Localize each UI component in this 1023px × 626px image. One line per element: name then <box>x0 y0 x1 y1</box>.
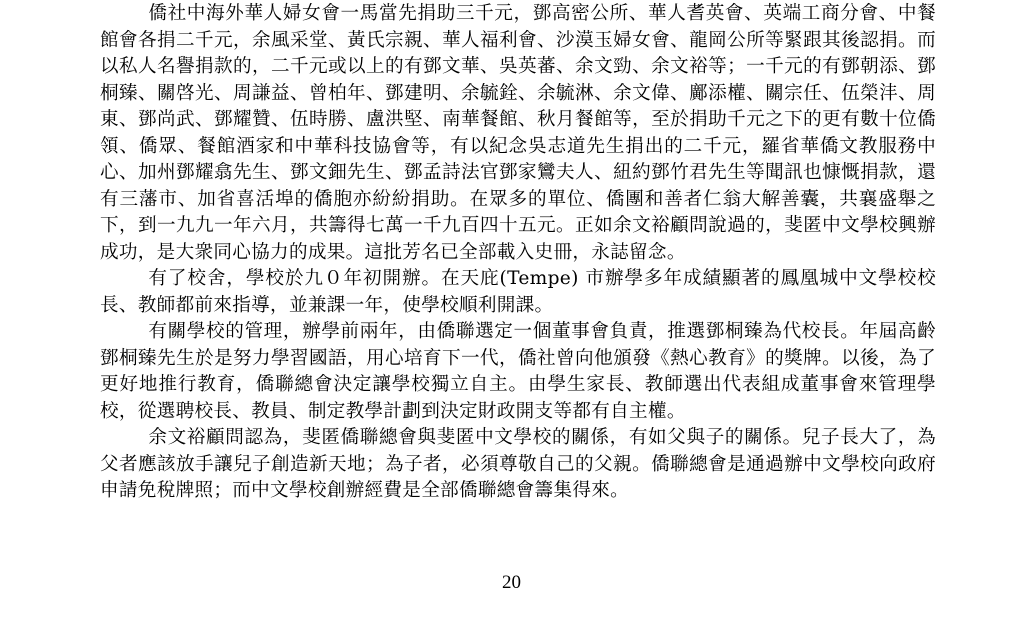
paragraph-school-management: 有關學校的管理，辦學前兩年，由僑聯選定一個董事會負責，推選鄧桐臻為代校長。年屆高齡鄧桐臻先生於是努力學習國語，用心培育下一代，僑社曾向他頒發《熱心教育》的獎牌。以後，為了更好地推行教育，僑聯總會決定讓學校獨立自主。由學生家長、教師選出代表組成董事會來管理學校，從選聘校長、教員、制定教學計劃到決定財政開支等都有自主權。 <box>100 321 936 422</box>
document-body <box>100 0 936 505</box>
paragraph-donations: 僑社中海外華人婦女會一馬當先捐助三千元，鄧高密公所、華人耆英會、英端工商分會、中餐館會各捐二千元，余風采堂、黃氏宗親、華人福利會、沙漠玉婦女會、龍岡公所等緊跟其後認捐。而以私人名譽捐款的，二千元或以上的有鄧文華、吳英蕃、余文勁、余文裕等；一千元的有鄧朝添、鄧桐臻、關啓光、周謙益、曾柏年、鄧建明、余毓銓、余毓淋、余文偉、鄺添權、關宗任、伍榮沣、周東、鄧尚武、鄧耀贊、伍時勝、盧洪堅、南華餐館、秋月餐館等，至於捐助千元之下的更有數十位僑領、僑眾、餐館酒家和中華科技協會等，有以紀念吳志道先生捐出的二千元，羅省華僑文教服務中心、加州鄧耀翕先生、鄧文鈿先生、鄧孟詩法官鄧家鸞夫人、紐約鄧竹君先生等聞訊也慷慨捐款，還有三藩市、加省喜活埠的僑胞亦紛紛捐助。在眾多的單位、僑團和善者仁翁大解善囊，共襄盛舉之下，到一九九一年六月，共籌得七萬一千九百四十五元。正如余文裕顧問說過的，斐匿中文學校興辦成功，是大衆同心協力的成果。這批芳名已全部載入史冊，永誌留念。 <box>100 3 936 263</box>
paragraph-father-son-relation: 余文裕顧問認為，斐匿僑聯總會與斐匿中文學校的關係，有如父與子的關係。兒子長大了，為父者應該放手讓兒子創造新天地；為子者，必須尊敬自己的父親。僑聯總會是通過辦中文學校向政府申請免稅牌照；而中文學校創辦經費是全部僑聯總會籌集得來。 <box>100 427 936 501</box>
paragraph-school-opening: 有了校舍，學校於九０年初開辦。在天庇(Tempe) 市辦學多年成績顯著的鳳凰城中文學校校長、教師都前來指導，並兼課一年，使學校順利開課。 <box>100 268 936 316</box>
page-number: 20 <box>502 572 521 593</box>
